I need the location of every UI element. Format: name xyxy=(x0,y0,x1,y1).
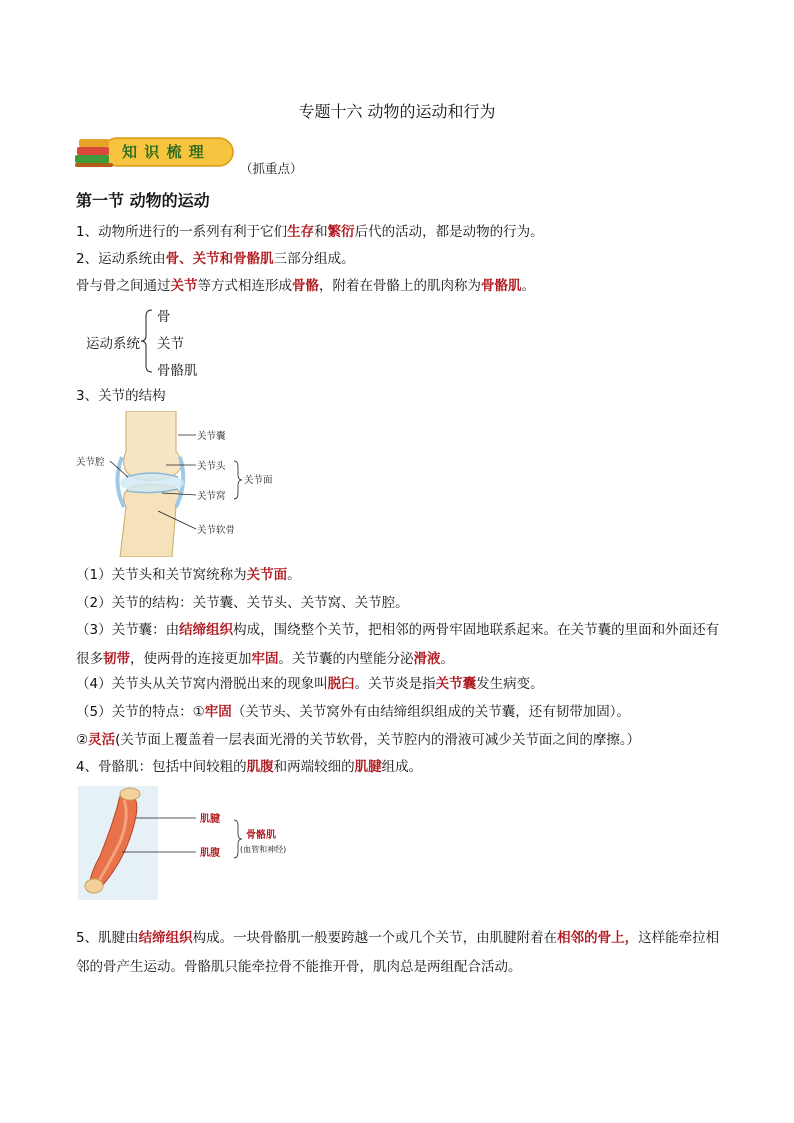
joint-point-6: ②灵活(关节面上覆盖着一层表面光滑的关节软骨，关节腔内的滑液可减少关节面之间的摩擦。） xyxy=(76,732,641,748)
paragraph-2: 2、运动系统由骨、关节和骨骼肌三部分组成。 xyxy=(76,251,355,267)
joint-point-2: （2）关节的结构：关节囊、关节头、关节窝、关节腔。 xyxy=(76,595,409,611)
joint-point-5: （5）关节的特点：①牢固（关节头、关节窝外有由结缔组织组成的关节囊，还有韧带加固）。 xyxy=(76,704,630,720)
tree-item-bone: 骨 xyxy=(157,309,171,325)
label-capsule: 关节囊 xyxy=(197,431,226,442)
label-muscle: 骨骼肌 xyxy=(246,830,276,841)
label-tendon: 肌腱 xyxy=(200,814,220,825)
paragraph-6: 5、肌腱由结缔组织构成。一块骨骼肌一般要跨越一个或几个关节，由肌腱附着在相邻的骨上，这样能牵拉相邻的骨产生运动。骨骼肌只能牵拉骨不能推开骨，肌肉总是两组配合活动。 xyxy=(76,930,720,975)
badge-note: （抓重点） xyxy=(240,161,303,176)
joint-point-3: （3）关节囊：由结缔组织构成，围绕整个关节，把相邻的两骨牢固地联系起来。在关节囊的里面和外面还有很多韧带，使两骨的连接更加牢固。关节囊的内壁能分泌滑液。 xyxy=(76,622,720,667)
badge-label: 知 识 梳 理 xyxy=(122,143,205,161)
label-socket: 关节窝 xyxy=(197,491,226,502)
joint-point-4: （4）关节头从关节窝内滑脱出来的现象叫脱臼。关节炎是指关节囊发生病变。 xyxy=(76,676,544,692)
label-vessels: (血管和神经) xyxy=(240,845,287,854)
tree-root: 运动系统 xyxy=(86,336,140,352)
tree-item-muscle: 骨骼肌 xyxy=(157,363,198,379)
tree-brace xyxy=(140,306,154,376)
label-head: 关节头 xyxy=(197,461,226,472)
label-belly: 肌腹 xyxy=(200,848,220,859)
page-title: 专题十六 动物的运动和行为 xyxy=(298,102,496,121)
muscle-figure xyxy=(78,786,310,900)
section-title: 第一节 动物的运动 xyxy=(76,191,210,210)
paragraph-5: 4、骨骼肌：包括中间较粗的肌腹和两端较细的肌腱组成。 xyxy=(76,759,423,775)
tree-item-joint: 关节 xyxy=(157,336,184,352)
label-cavity: 关节腔 xyxy=(76,457,105,468)
paragraph-4: 3、关节的结构 xyxy=(76,388,166,404)
joint-point-1: （1）关节头和关节窝统称为关节面。 xyxy=(76,567,301,583)
label-surface: 关节面 xyxy=(244,475,273,486)
label-cartilage: 关节软骨 xyxy=(197,525,236,536)
paragraph-3: 骨与骨之间通过关节等方式相连形成骨骼，附着在骨骼上的肌肉称为骨骼肌。 xyxy=(76,278,535,294)
paragraph-1: 1、动物所进行的一系列有利于它们生存和繁衍后代的活动，都是动物的行为。 xyxy=(76,224,544,240)
joint-figure xyxy=(76,411,276,557)
